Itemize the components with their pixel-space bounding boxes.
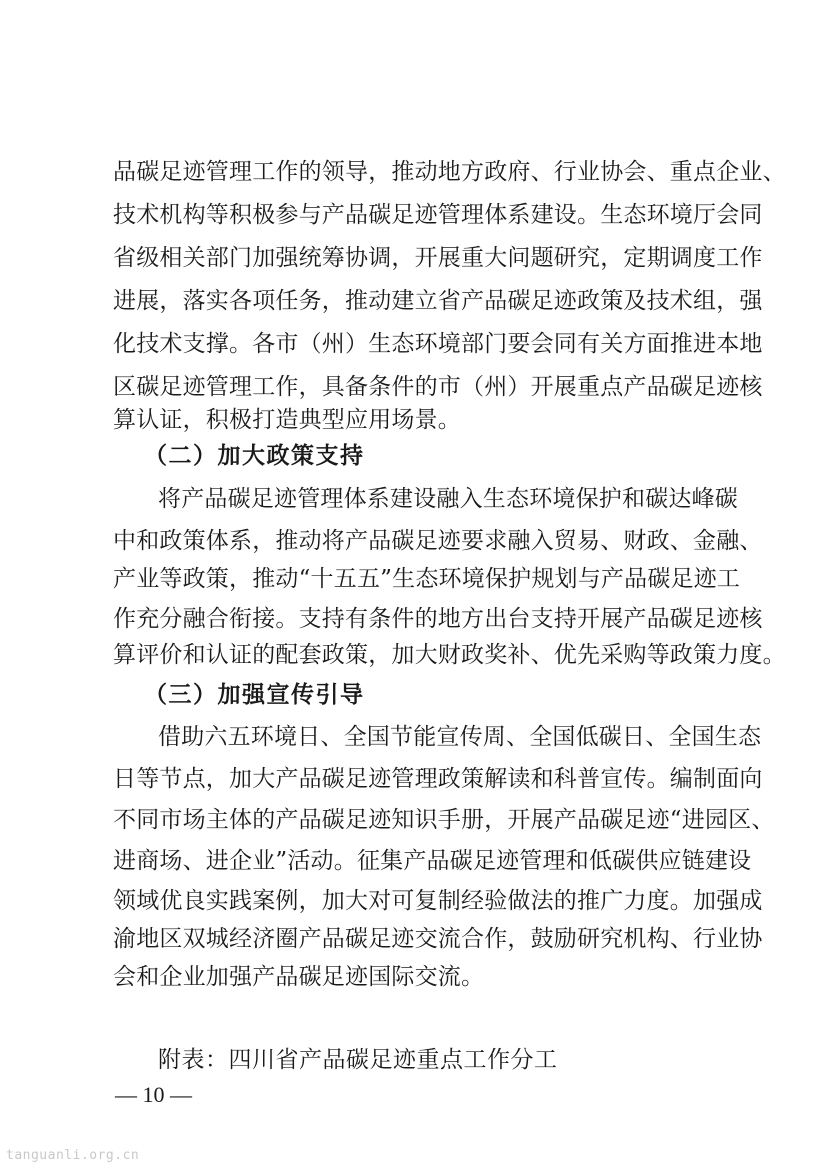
paragraph-2-line-2: 中和政策体系，推动将产品碳足迹要求融入贸易、财政、金融、 xyxy=(113,528,763,554)
attachment-note: 附表：四川省产品碳足迹重点工作分工 xyxy=(158,1047,558,1073)
paragraph-3-line-4: 进商场、进企业”活动。征集产品碳足迹管理和低碳供应链建设 xyxy=(113,848,752,874)
paragraph-2-line-3: 产业等政策，推动“十五五”生态环境保护规划与产品碳足迹工 xyxy=(113,566,741,592)
paragraph-1-line-5: 化技术支撑。各市（州）生态环境部门要会同有关方面推进本地 xyxy=(113,331,763,357)
paragraph-1-line-1: 品碳足迹管理工作的领导，推动地方政府、行业协会、重点企业、 xyxy=(113,159,786,185)
paragraph-2-line-5: 算评价和认证的配套政策，加大财政奖补、优先采购等政策力度。 xyxy=(113,642,786,668)
paragraph-1-line-3: 省级相关部门加强统筹协调，开展重大问题研究，定期调度工作 xyxy=(113,245,763,271)
site-watermark: tanguanli.org.cn xyxy=(6,1148,140,1163)
paragraph-1-line-2: 技术机构等积极参与产品碳足迹管理体系建设。生态环境厅会同 xyxy=(113,202,763,228)
paragraph-3-line-3: 不同市场主体的产品碳足迹知识手册，开展产品碳足迹“进园区、 xyxy=(113,807,775,833)
paragraph-1-line-4: 进展，落实各项任务，推动建立省产品碳足迹政策及技术组，强 xyxy=(113,288,763,314)
page-number: — 10 — xyxy=(115,1082,192,1107)
section-heading-publicity: （三）加强宣传引导 xyxy=(144,682,365,708)
paragraph-3-line-7: 会和企业加强产品碳足迹国际交流。 xyxy=(113,964,485,990)
paragraph-3-line-5: 领域优良实践案例，加大对可复制经验做法的推广力度。加强成 xyxy=(113,888,763,914)
paragraph-1-line-7: 算认证，积极打造典型应用场景。 xyxy=(113,407,461,433)
paragraph-1-line-6: 区碳足迹管理工作，具备条件的市（州）开展重点产品碳足迹核 xyxy=(113,374,763,400)
paragraph-3-line-6: 渝地区双城经济圈产品碳足迹交流合作，鼓励研究机构、行业协 xyxy=(113,926,763,952)
paragraph-2-line-4: 作充分融合衔接。支持有条件的地方出台支持开展产品碳足迹核 xyxy=(113,606,763,632)
paragraph-3-line-1: 借助六五环境日、全国节能宣传周、全国低碳日、全国生态 xyxy=(158,724,762,750)
section-heading-policy-support: （二）加大政策支持 xyxy=(144,443,365,469)
paragraph-3-line-2: 日等节点，加大产品碳足迹管理政策解读和科普宣传。编制面向 xyxy=(113,766,763,792)
paragraph-2-line-1: 将产品碳足迹管理体系建设融入生态环境保护和碳达峰碳 xyxy=(158,486,738,512)
